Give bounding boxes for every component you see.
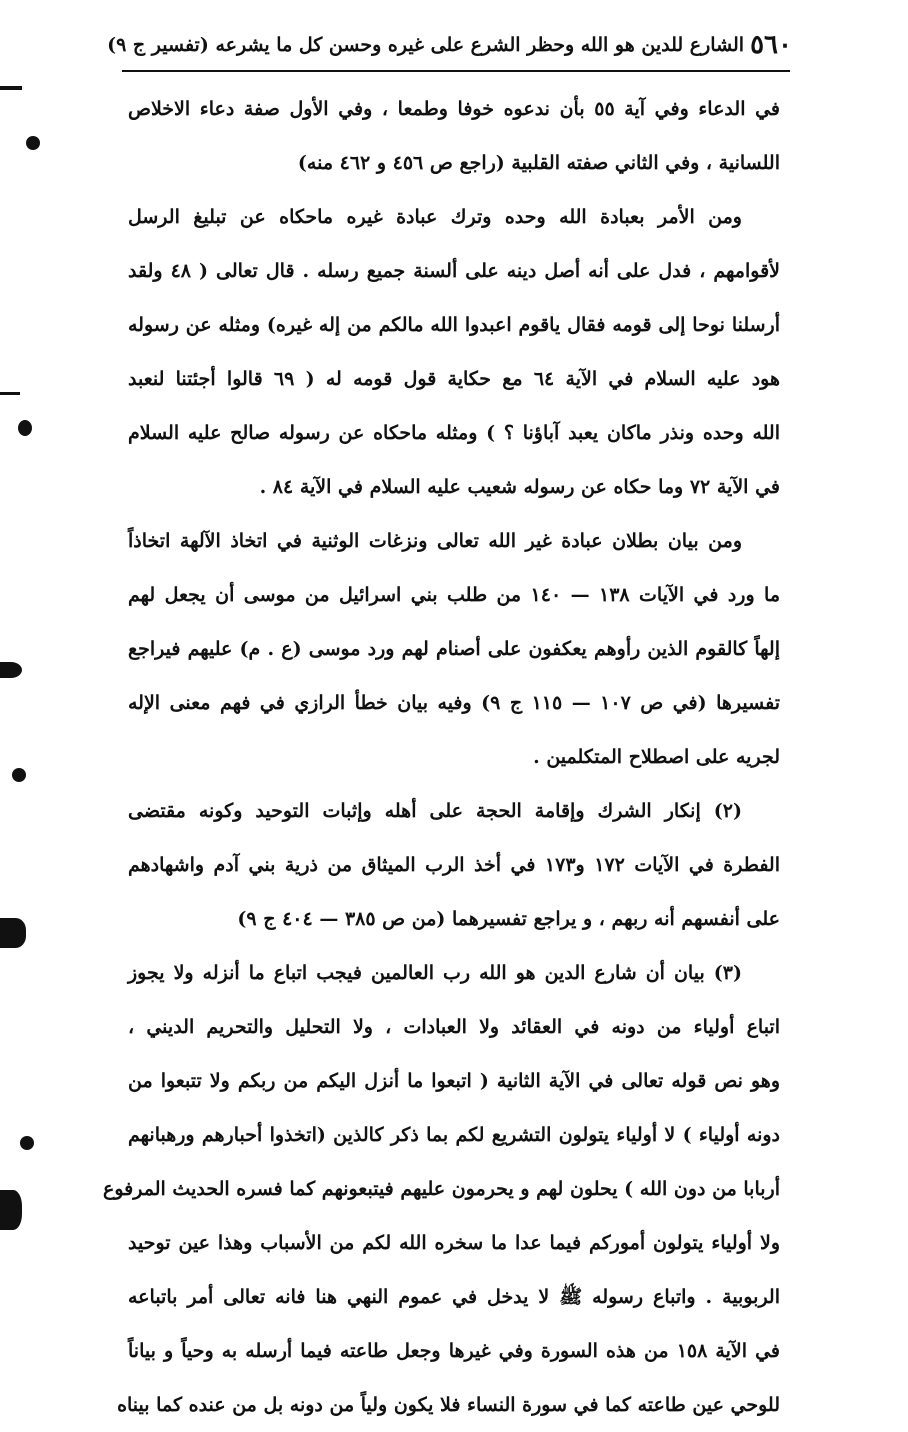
scan-artifact [20, 1136, 34, 1150]
text-line: (٣) بيان أن شارع الدين هو الله رب العالمين فيجب اتباع ما أنزله ولا يجوز [128, 962, 742, 984]
scan-artifact [0, 662, 22, 678]
text-line: في الآية ١٥٨ من هذه السورة وفي غيرها وجعل طاعته فيما أرسله به وحياً و بياناً [128, 1340, 780, 1362]
text-line: لجريه على اصطلاح المتكلمين . [533, 746, 780, 768]
text-line: ومن بيان بطلان عبادة غير الله تعالى ونزغات الوثنية في اتخاذ الآلهة اتخاذاً [128, 530, 742, 552]
text-line: في الآية ٧٢ وما حكاه عن رسوله شعيب عليه السلام في الآية ٨٤ . [259, 476, 780, 498]
scan-artifact [0, 392, 20, 395]
text-line: (٢) إنكار الشرك وإقامة الحجة على أهله وإثبات التوحيد وكونه مقتضى [128, 800, 742, 822]
text-line: هود عليه السلام في الآية ٦٤ مع حكاية قول قومه له ( ٦٩ قالوا أجئتنا لنعبد [128, 368, 780, 390]
text-line: وهو نص قوله تعالى في الآية الثانية ( اتبعوا ما أنزل اليكم من ربكم ولا تتبعوا من [128, 1070, 780, 1092]
scan-artifact [0, 1190, 22, 1230]
text-line: الفطرة في الآيات ١٧٢ و١٧٣ في أخذ الرب الميثاق من ذرية بني آدم واشهادهم [128, 854, 780, 876]
text-line: اللسانية ، وفي الثاني صفته القلبية (راجع ص ٤٥٦ و ٤٦٢ منه) [297, 152, 780, 174]
text-line: اتباع أولياء من دونه في العقائد ولا العبادات ، ولا التحليل والتحريم الديني ، [128, 1016, 780, 1038]
text-line: على أنفسهم أنه ربهم ، و يراجع تفسيرهما (من ص ٣٨٥ — ٤٠٤ ج ٩) [237, 908, 780, 930]
scan-artifact [0, 86, 22, 90]
text-line: لأقوامهم ، فدل على أنه أصل دينه على ألسنة جميع رسله . قال تعالى ( ٤٨ ولقد [128, 260, 780, 282]
text-line: في الدعاء وفي آية ٥٥ بأن ندعوه خوفا وطمعا ، وفي الأول صفة دعاء الاخلاص [128, 98, 781, 120]
page-header [107, 22, 792, 68]
scan-artifact [12, 768, 26, 782]
scan-artifact [26, 136, 40, 150]
body-text [103, 82, 781, 1432]
text-line: ومن الأمر بعبادة الله وحده وترك عبادة غيره ماحكاه عن تبليغ الرسل [128, 206, 742, 228]
text-line: الله وحده ونذر ماكان يعبد آباؤنا ؟ ) ومثله ماحكاه عن رسوله صالح عليه السلام [128, 422, 780, 444]
text-line: تفسيرها (في ص ١٠٧ — ١١٥ ج ٩) وفيه بيان خطأ الرازي في فهم معنى الإله [128, 692, 780, 714]
text-line: ما ورد في الآيات ١٣٨ — ١٤٠ من طلب بني اسرائيل من موسى أن يجعل لهم [128, 584, 781, 606]
header-rule [122, 70, 790, 72]
scan-artifact [0, 918, 26, 948]
text-line: إلهاً كالقوم الذين رأوهم يعكفون على أصنام لهم ورد موسى (ع . م) عليهم فيراجع [128, 638, 780, 660]
scan-artifact [18, 420, 32, 436]
text-line: للوحي عين طاعته كما في سورة النساء فلا يكون ولياً من دونه بل من عنده كما بيناه [117, 1394, 780, 1416]
text-line: أربابا من دون الله ) يحلون لهم و يحرمون عليهم فيتبعونهم كما فسره الحديث المرفوع [103, 1178, 780, 1200]
text-line: أرسلنا نوحا إلى قومه فقال ياقوم اعبدوا الله مالكم من إله غيره) ومثله عن رسوله [128, 314, 780, 336]
running-title: الشارع للدين هو الله وحظر الشرع على غيره وحسن كل ما يشرعه (تفسير ج ٩) [107, 34, 745, 56]
page-number: ٥٦٠ [750, 30, 792, 60]
text-line: دونه أولياء ) لا أولياء يتولون التشريع لكم بما ذكر كالذين (اتخذوا أحبارهم ورهبانهم [128, 1124, 780, 1146]
text-line: ولا أولياء يتولون أموركم فيما عدا ما سخره الله لكم من الأسباب وهذا عين توحيد [128, 1232, 780, 1254]
text-line: الربوبية . واتباع رسوله ﷺ لا يدخل في عموم النهي هنا فانه تعالى أمر باتباعه [128, 1286, 780, 1308]
